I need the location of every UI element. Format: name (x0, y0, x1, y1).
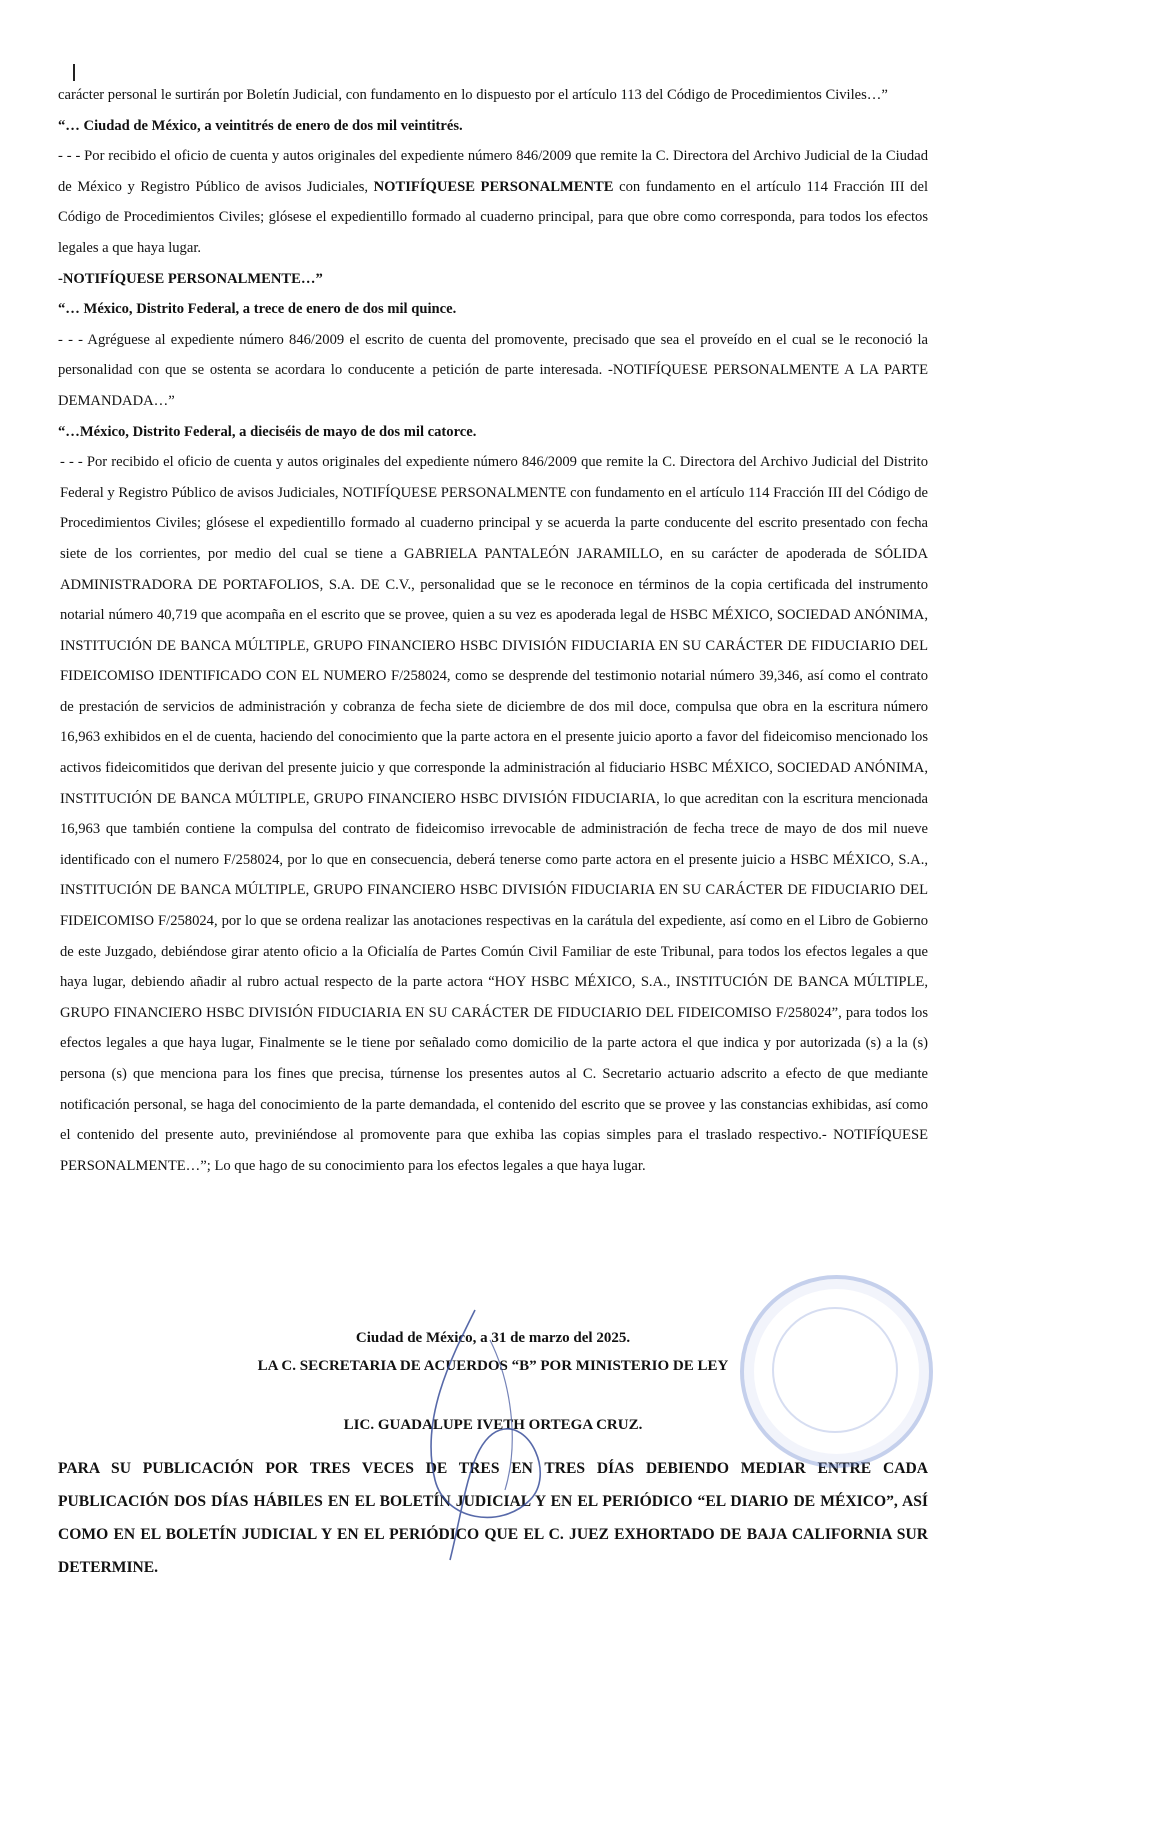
paragraph-resolution-2014: - - - Por recibido el oficio de cuenta y autos originales del expediente número 846/2009 que remite la C. Directora del Archivo Judicial del Distrito Federal y Registro Público de avisos Judiciales, NOTIFÍQUESE PERSONALMENTE con fundamento en el artículo 114 Fracción III del Código de Procedimientos Civiles; glósese el expedientillo formado al cuaderno principal y se acuerda la parte conducente del escrito presentado con fecha siete de los corrientes, por medio del cual se tiene a GABRIELA PANTALEÓN JARAMILLO, en su carácter de apoderada de SÓLIDA ADMINISTRADORA DE PORTAFOLIOS, S.A. DE C.V., personalidad que se le reconoce en términos de la copia certificada del instrumento notarial número 40,719 que acompaña en el escrito que se provee, quien a su vez es apoderada legal de HSBC MÉXICO, SOCIEDAD ANÓNIMA, INSTITUCIÓN DE BANCA MÚLTIPLE, GRUPO FINANCIERO HSBC DIVISIÓN FIDUCIARIA EN SU CARÁCTER DE FIDUCIARIO DEL FIDEICOMISO IDENTIFICADO CON EL NUMERO F/258024, como se desprende del testimonio notarial número 39,346, así como el contrato de prestación de servicios de administración y cobranza de fecha siete de diciembre de dos mil doce, compulsa que obra en la escritura número 16,963 exhibidos en el de cuenta, haciendo del conocimiento que la parte actora en el presente juicio aporto a favor del fideicomiso mencionado los activos fideicomitidos que derivan del presente juicio y que corresponde la administración al fiduciario HSBC MÉXICO, SOCIEDAD ANÓNIMA, INSTITUCIÓN DE BANCA MÚLTIPLE, GRUPO FINANCIERO HSBC DIVISIÓN FIDUCIARIA, lo que acreditan con la escritura mencionada 16,963 que también contiene la compulsa del contrato de fideicomiso irrevocable de administración de fecha trece de mayo de dos mil nueve identificado con el numero F/258024, por lo que en consecuencia, deberá tenerse como parte actora en el presente juicio a HSBC MÉXICO, S.A., INSTITUCIÓN DE BANCA MÚLTIPLE, GRUPO FINANCIERO HSBC DIVISIÓN FIDUCIARIA EN SU CARÁCTER DE FIDUCIARIO DEL FIDEICOMISO F/258024, por lo que se ordena realizar las anotaciones respectivas en la carátula del expediente, así como en el Libro de Gobierno de este Juzgado, debiéndose girar atento oficio a la Oficialía de Partes Común Civil Familiar de este Tribunal, para todos los efectos legales a que haya lugar, debiendo añadir al rubro actual respecto de la parte actora “HOY HSBC MÉXICO, S.A., INSTITUCIÓN DE BANCA MÚLTIPLE, GRUPO FINANCIERO HSBC DIVISIÓN FIDUCIARIA EN SU CARÁCTER DE FIDUCIARIO DEL FIDEICOMISO F/258024”, para todos los efectos legales a que haya lugar, Finalmente se le tiene por señalado como domicilio de la parte actora el que indica y por autorizada (s) a la (s) persona (s) que menciona para los fines que precisa, túrnense los presentes autos al C. Secretario actuario adscrito a efecto de que mediante notificación personal, se haga del conocimiento de la parte demandada, el contenido del escrito que se provee y las constancias exhibidas, así como el contenido del presente auto, previniéndose al promovente para que exhiba las copias simples para el traslado respectivo.- NOTIFÍQUESE PERSONALMENTE…”; Lo que hago de su conocimiento para los efectos legales a que haya lugar. (60, 454, 928, 1174)
text-cursor-mark (73, 64, 75, 81)
paragraph-date-2015: “… México, Distrito Federal, a trece de enero de dos mil quince. (58, 301, 457, 318)
document-body (58, 80, 928, 1181)
paragraph-opening: carácter personal le surtirán por Boletín Judicial, con fundamento en lo dispuesto por el artículo 113 del Código de Procedimientos Civiles…” (58, 87, 888, 103)
paragraph-notify: -NOTIFÍQUESE PERSONALMENTE…” (58, 270, 323, 287)
closing-date: Ciudad de México, a 31 de marzo del 2025. (355, 1330, 631, 1346)
seal-inner-ring (772, 1307, 898, 1433)
signatory-name: LIC. GUADALUPE IVETH ORTEGA CRUZ. (343, 1417, 643, 1433)
paragraph-text: - - - Por recibido el oficio de cuenta y autos originales del expediente número 846/2009 que remite la C. Directora del Archivo Judicial de la Ciudad de México y Registro Público de avisos Judiciales, (58, 148, 928, 195)
paragraph-date-2014: “…México, Distrito Federal, a dieciséis de mayo de dos mil catorce. (58, 423, 477, 440)
court-seal-stamp (740, 1275, 933, 1468)
closing-title: LA C. SECRETARIA DE ACUERDOS “B” POR MINISTERIO DE LEY (257, 1358, 729, 1374)
paragraph-date-2023: “… Ciudad de México, a veintitrés de enero de dos mil veintitrés. (58, 117, 463, 134)
publication-notice: PARA SU PUBLICACIÓN POR TRES VECES DE TRES EN TRES DÍAS DEBIENDO MEDIAR ENTRE CADA PUBLICACIÓN DOS DÍAS HÁBILES EN EL BOLETÍN JUDICIAL Y EN EL PERIÓDICO “EL DIARIO DE MÉXICO”, ASÍ COMO EN EL BOLETÍN JUDICIAL Y EN EL PERIÓDICO QUE EL C. JUEZ EXHORTADO DE BAJA CALIFORNIA SUR DETERMINE. (58, 1460, 928, 1576)
notify-emphasis: NOTIFÍQUESE PERSONALMENTE (373, 178, 614, 195)
handwritten-signature (380, 1300, 600, 1570)
paragraph-resolution-2023 (58, 141, 928, 263)
paragraph-resolution-2015: - - - Agréguese al expediente número 846/2009 el escrito de cuenta del promovente, precisado que sea el proveído en el cual se le reconoció la personalidad con que se ostenta se acordara lo conducente a petición de parte interesada. -NOTIFÍQUESE PERSONALMENTE A LA PARTE DEMANDADA…” (58, 331, 928, 409)
paragraph-text: con fundamento en el artículo 114 Fracción III del Código de Procedimientos Civiles; glósese el expedientillo formado al cuaderno principal, para que obre como corresponda, para todos los efectos legales a que haya lugar. (58, 178, 929, 256)
